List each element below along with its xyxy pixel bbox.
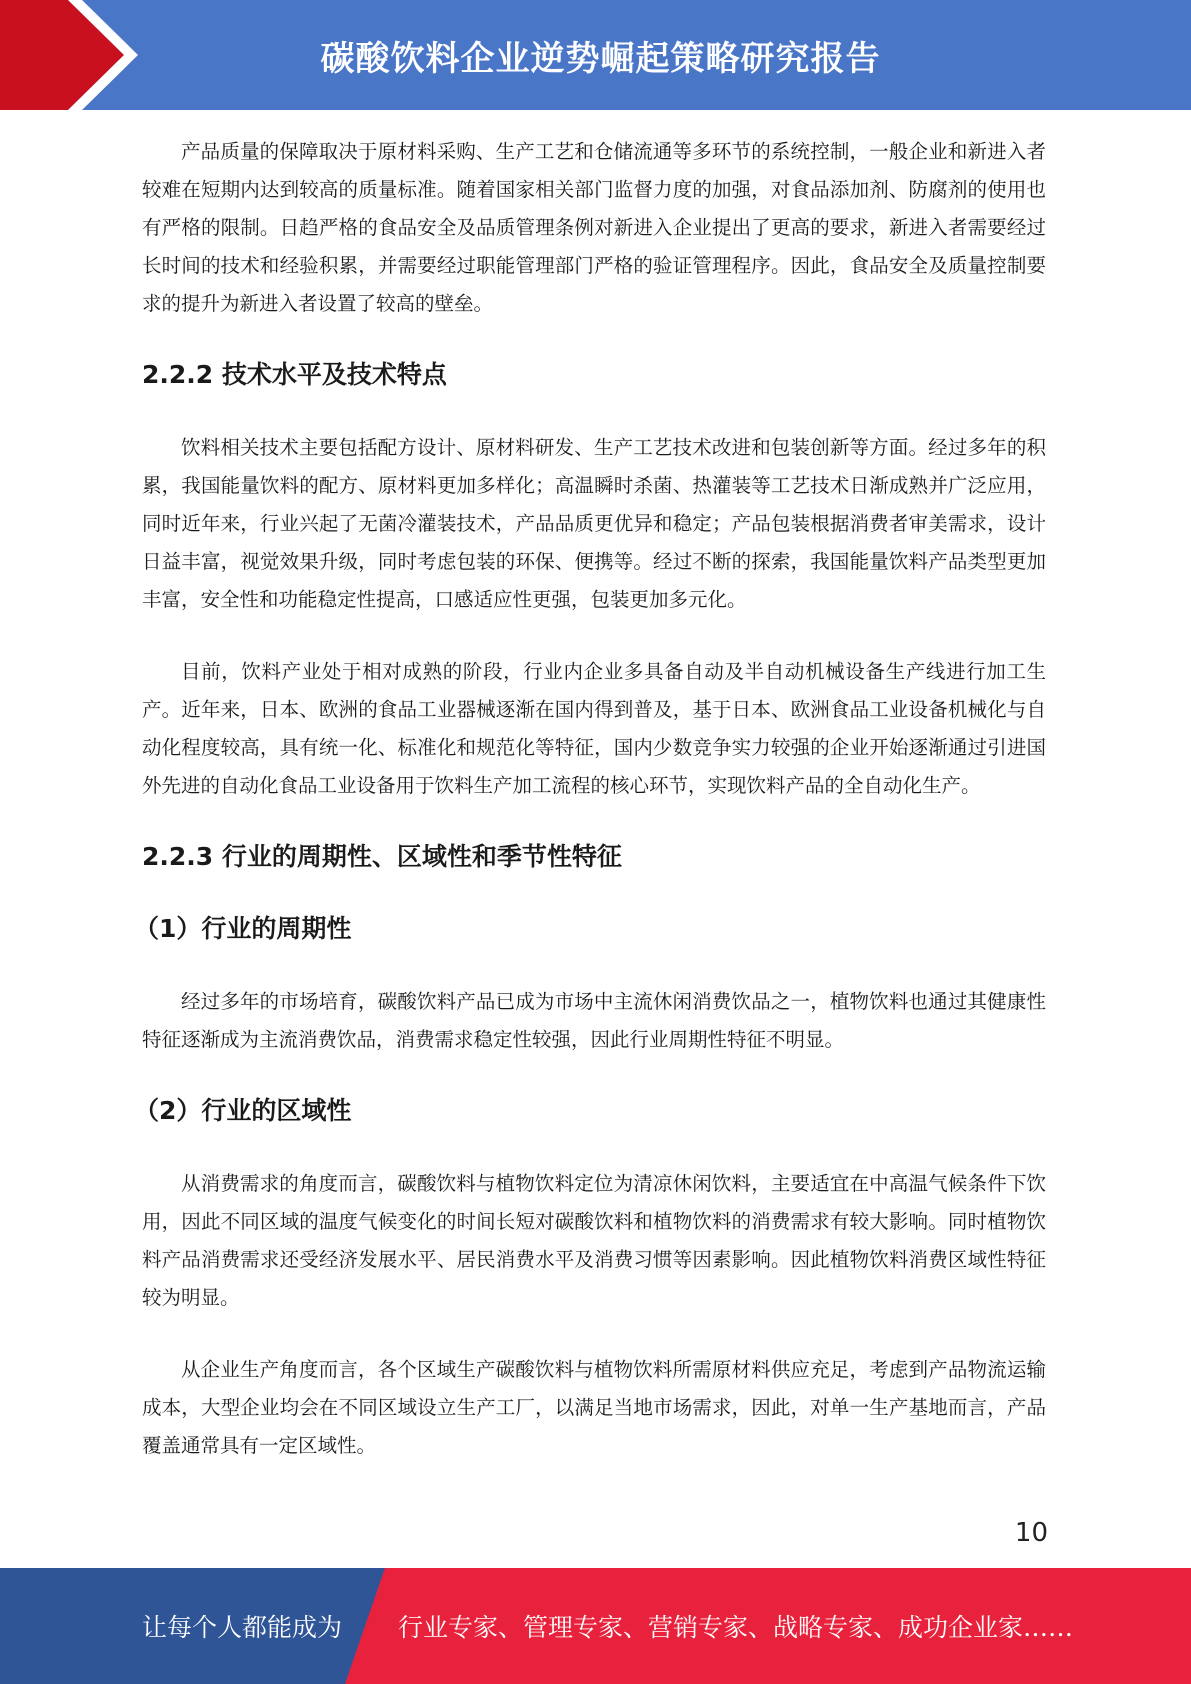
- header-arrow-decoration: [0, 0, 150, 110]
- subheading-regionality: （2）行业的区域性: [134, 1096, 352, 1125]
- report-title: 碳酸饮料企业逆势崛起策略研究报告: [320, 38, 881, 79]
- footer-slogan-left: 让每个人都能成为: [142, 1613, 343, 1642]
- paragraph-regional-demand: 从消费需求的角度而言，碳酸饮料与植物饮料定位为清凉休闲饮料，主要适宜在中高温气候条件下饮用，因此不同区域的温度气候变化的时间长短对碳酸饮料和植物饮料的消费需求有较大影响。同时植物饮料产品消费需求还受经济发展水平、居民消费水平及消费习惯等因素影响。因此植物饮料消费区域性特征较为明显。: [142, 1172, 1046, 1309]
- document-body: [134, 133, 1046, 1499]
- section-heading-2-2-3: 2.2.3 行业的周期性、区域性和季节性特征: [142, 842, 622, 871]
- paragraph-technology: 饮料相关技术主要包括配方设计、原材料研发、生产工艺技术改进和包装创新等方面。经过多年的积累，我国能量饮料的配方、原材料更加多样化；高温瞬时杀菌、热灌装等工艺技术日渐成熟并广泛应用，同时近年来，行业兴起了无菌冷灌装技术，产品品质更优异和稳定；产品包装根据消费者审美需求，设计日益丰富，视觉效果升级，同时考虑包装的环保、便携等。经过不断的探索，我国能量饮料产品类型更加丰富，安全性和功能稳定性提高，口感适应性更强，包装更加多元化。: [142, 436, 1046, 611]
- paragraph-automation: 目前，饮料产业处于相对成熟的阶段，行业内企业多具备自动及半自动机械设备生产线进行加工生产。近年来，日本、欧洲的食品工业器械逐渐在国内得到普及，基于日本、欧洲食品工业设备机械化与自动化程度较高，具有统一化、标准化和规范化等特征，国内少数竞争实力较强的企业开始逐渐通过引进国外先进的自动化食品工业设备用于饮料生产加工流程的核心环节，实现饮料产品的全自动化生产。: [142, 660, 1046, 797]
- section-heading-2-2-2: 2.2.2 技术水平及技术特点: [142, 360, 447, 389]
- subheading-cyclicality: （1）行业的周期性: [134, 914, 352, 943]
- page-number: 10: [1014, 1518, 1048, 1548]
- paragraph-regional-production: 从企业生产角度而言，各个区域生产碳酸饮料与植物饮料所需原材料供应充足，考虑到产品物流运输成本，大型企业均会在不同区域设立生产工厂，以满足当地市场需求，因此，对单一生产基地而言，产品覆盖通常具有一定区域性。: [142, 1358, 1046, 1457]
- page-footer: [0, 1568, 1191, 1684]
- page-header: [0, 0, 1191, 110]
- paragraph-cyclicality: 经过多年的市场培育，碳酸饮料产品已成为市场中主流休闲消费饮品之一，植物饮料也通过其健康性特征逐渐成为主流消费饮品，消费需求稳定性较强，因此行业周期性特征不明显。: [142, 990, 1046, 1051]
- paragraph-quality-barrier: 产品质量的保障取决于原材料采购、生产工艺和仓储流通等多环节的系统控制，一般企业和新进入者较难在短期内达到较高的质量标准。随着国家相关部门监督力度的加强，对食品添加剂、防腐剂的使用也有严格的限制。日趋严格的食品安全及品质管理条例对新进入企业提出了更高的要求，新进入者需要经过长时间的技术和经验积累，并需要经过职能管理部门严格的验证管理程序。因此，食品安全及质量控制要求的提升为新进入者设置了较高的壁垒。: [142, 140, 1046, 315]
- footer-slogan-right: 行业专家、管理专家、营销专家、战略专家、成功企业家……: [398, 1613, 1074, 1642]
